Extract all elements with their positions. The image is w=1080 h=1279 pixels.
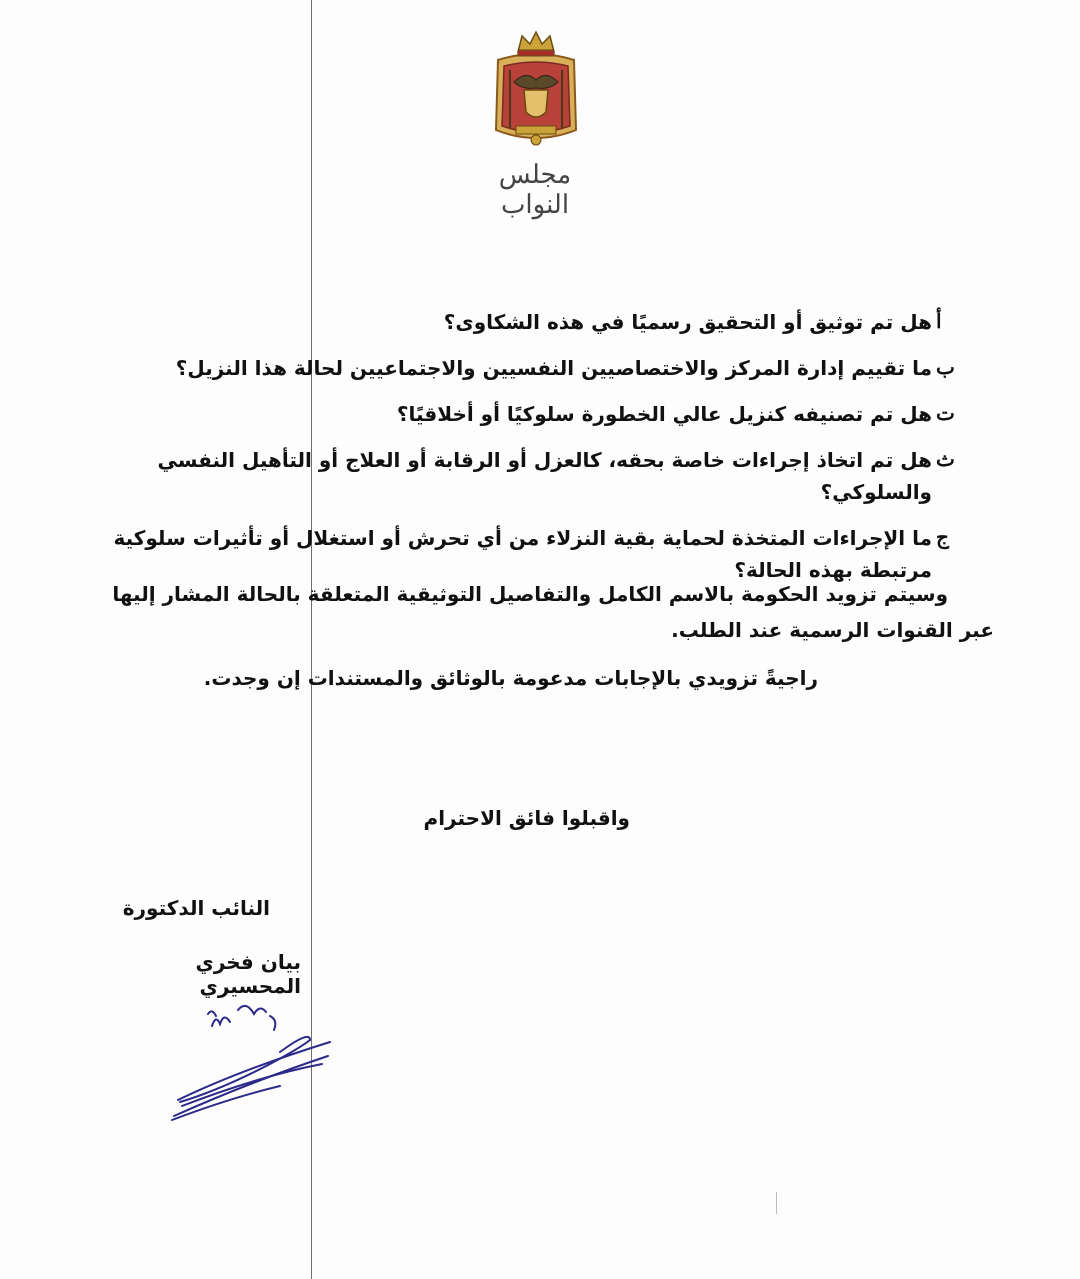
council-name-calligraphy: مجلس النواب — [498, 160, 572, 220]
question-text: ما الإجراءات المتخذة لحماية بقية النزلاء من أي تحرش أو استغلال أو تأثيرات سلوكية مرتبطة بهذه الحالة؟ — [113, 526, 932, 582]
body-paragraph: وسيتم تزويد الحكومة بالاسم الكامل والتفاصيل التوثيقية المتعلقة بالحالة المشار إليها عبر القنوات الرسمية عند الطلب. — [112, 582, 994, 642]
scan-speck — [776, 1192, 777, 1214]
closing-salutation: واقبلوا فائق الاحترام — [423, 806, 630, 830]
request-paragraph: راجيةً تزويدي بالإجابات مدعومة بالوثائق والمستندات إن وجدت. — [203, 666, 818, 690]
question-marker: ت — [936, 403, 955, 425]
signatory-name: بيان فخري المحسيري — [195, 950, 301, 998]
question-item — [100, 398, 960, 430]
question-text: هل تم تصنيفه كنزيل عالي الخطورة سلوكيًا أو أخلاقيًا؟ — [396, 402, 932, 426]
handwritten-signature — [160, 990, 350, 1130]
questions-list — [100, 306, 960, 600]
question-text: ما تقييم إدارة المركز والاختصاصيين النفسيين والاجتماعيين لحالة هذا النزيل؟ — [175, 356, 932, 380]
question-marker: أ — [936, 311, 942, 333]
question-marker: ب — [936, 357, 955, 379]
question-text: هل تم توثيق أو التحقيق رسميًا في هذه الشكاوى؟ — [443, 310, 932, 334]
question-text: هل تم اتخاذ إجراءات خاصة بحقه، كالعزل أو الرقابة أو العلاج أو التأهيل النفسي والسلوكي؟ — [157, 448, 932, 504]
coat-of-arms-logo — [488, 30, 584, 148]
question-marker: ث — [936, 449, 955, 471]
question-marker: ج — [936, 527, 949, 549]
question-item — [100, 444, 960, 508]
signatory-title: النائب الدكتورة — [122, 896, 270, 920]
question-item — [100, 352, 960, 384]
question-item — [100, 306, 960, 338]
